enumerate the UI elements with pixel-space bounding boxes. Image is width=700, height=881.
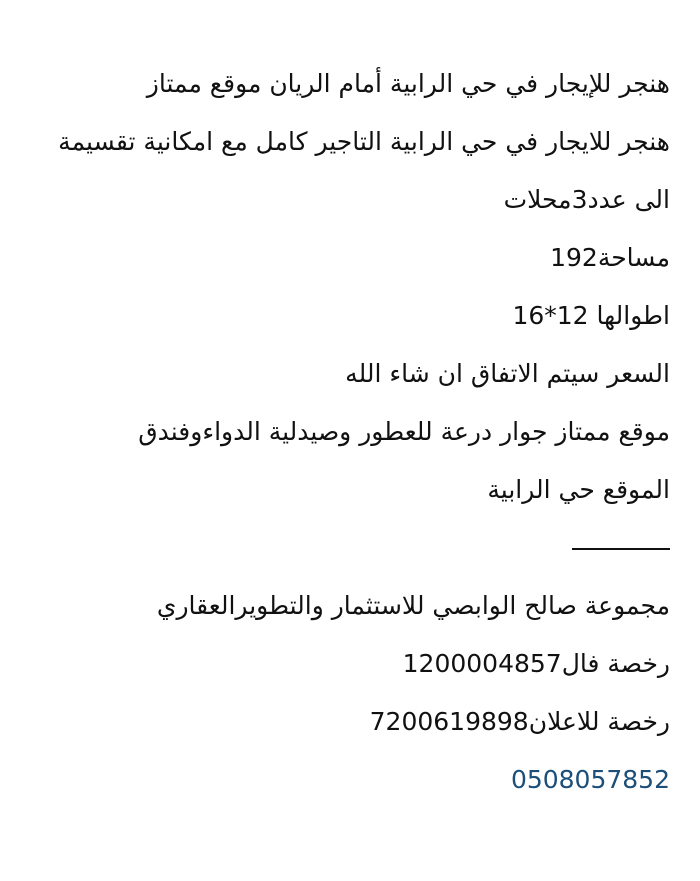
ad-post-body [20, 55, 670, 809]
location-line: الموقع حي الرابية [487, 475, 670, 504]
post-description-line: الى عدد3محلات [503, 185, 670, 214]
post-description-line: هنجر للايجار في حي الرابية التاجير كامل مع امكانية تقسيمة [58, 127, 670, 156]
location-description-line: موقع ممتاز جوار درعة للعطور وصيدلية الدواءوفندق [138, 417, 670, 446]
ad-license-number: رخصة للاعلان7200619898 [369, 707, 670, 736]
dimensions-line: اطوالها 12*16 [512, 301, 670, 330]
price-line: السعر سيتم الاتفاق ان شاء الله [345, 359, 670, 388]
phone-number-link[interactable]: 0508057852 [510, 765, 670, 794]
fal-license-number: رخصة فال1200004857 [402, 649, 670, 678]
post-title-line: هنجر للإيجار في حي الرابية أمام الريان موقع ممتاز [146, 69, 670, 98]
divider [20, 519, 670, 577]
area-line: مساحة192 [550, 243, 670, 272]
company-name: مجموعة صالح الوابصي للاستثمار والتطويرالعقاري [156, 591, 670, 620]
